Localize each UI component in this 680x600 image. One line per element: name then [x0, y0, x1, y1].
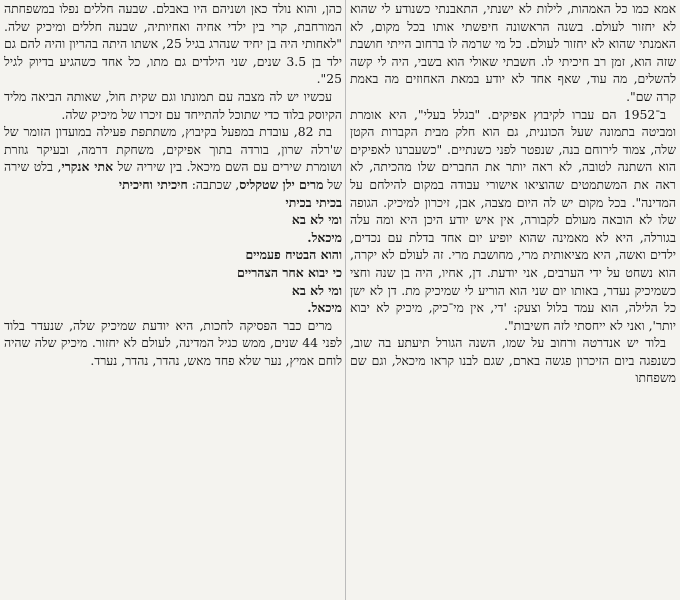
text-run: , בלט שירה של	[4, 159, 342, 192]
paragraph: מרים כבר הפסיקה לחכות, היא יודעת שמיכיק שלה, שנעדר בלוד לפני 44 שנים, ממש כגיל המדינה, לעולם לא יחזור. מיכיק שלה שהיה לוחם אמיץ, נער שלא פחד מאש, נהדר, נהדר, נערד.	[4, 317, 342, 368]
text-run: , שכתבה:	[187, 176, 240, 192]
paragraph: ב־1952 הם עברו לקיבוץ אפיקים. "בגלל בעלי", היא אומרת ומביטה בתמונה שעל הכוננית, גם הוא חלק מבית הקברות הקטן שלה, צמוד לירוחם בנה, שנפטר לפני כשנתיים. "כשעברנו לאפיקים הוא השתנה לטובה, לא ראה יותר את החברים שלו מהכיתה, לא ראה את המשתמטים שהוציאו אישורי עבודה במקום להילחם על המדינה". בכל מקום יש לה היום מצבה, אבן, זיכרון למיכיק. הגופה שלו לא הובאה מעולם לקבורה, אין איש יודע היכן היא ומה עלה בגורלה, היא לא מאמינה שהוא יופיע יום אחד בדלת עם נכדים, ילדים ואשה, היא מציאותית מרי, מחושבת מרי. זה לעולם לא יקרה, הוא נשחט על ידי הערבים, אני יודעת. דן, אחיו, היה בן שנה וחצי כשמיכיק נעדר, באותו יום שני הוא הוריע לי שמיכיק מת. דן לא ישן כל הלילה, הוא עמד בלול וצעק: 'די, אין מי־כיק, מיכיק לא יבוא יותר', ואני לא ייחסתי לזה חשיבות".	[350, 106, 676, 333]
paragraph: אמא כמו כל האמהות, לילות לא ישנתי, התאבנתי כשנודע לי שהוא לא יחזור לעולם. בשנה הראשונה חיפשתי אותו בכל מקום, לא האמנתי שהוא לא יחזור לעולם. כל מי שרמה לו ברחוב הייתי חושבת שזה הוא, זמן רב חיכיתי לו. חשבתי שאולי הוא בשבי, היה לי קשה להשלים, מה עוד, שאף אחד לא יודע במאת האחוזים מה באמת קרה שם".	[350, 1, 676, 104]
poem-line: ומי לא בא	[291, 282, 342, 298]
article-column-left	[4, 0, 342, 600]
poem-line: כי יבוא אחר הצהריים	[236, 264, 342, 280]
poem-opening: חיכיתי וחיכיתי	[118, 176, 188, 192]
poem	[4, 194, 342, 317]
bold-name: אתי אנקרי	[61, 159, 114, 175]
poem-line: בכיתי בכיתי	[285, 194, 342, 210]
text-run: בת 82, עובדת במפעל בקיבוץ, משתתפת פעילה במועדון הזומר של ש'רלה שרון, בורדה בתוך אפיקים, משחקת דרמה, ובעיקר גוזרת ושומרת שירים עם השם מיכאל. בין שיריה של	[4, 124, 342, 175]
paragraph: עכשיו יש לה מצבה עם תמונתו וגם שקית חול, שאותה הביאה מליד הקיוסק בלוד כדי שתוכל להתייחד עם זיכרו של מיכיק שלה.	[4, 88, 342, 122]
poem-line: מיכאל.	[307, 229, 342, 245]
paragraph: בלוד יש אנדרטה ורחוב על שמו, השנה הגורל תיעתע בה שוב, כשנפגה ביום הזיכרון פגשה בארם, שגם לבנו קראו מיכאל, וגם שם משפחתו	[350, 335, 676, 386]
column-divider	[345, 0, 346, 600]
paragraph: כהן, והוא נולד כאן ושניהם היו באבלם. שבעה חללים נפלו במשפחתה המורחבת, קרי בין ילדי אחיה ואחיותיה, שבעה חללים ומיכיק שלה. "לאחותי היה בן יחיד שנהרג בגיל 25, אשתו היתה בהריון והיה להם גם ילד בן 3.5 שנים, שני הילדים גם מתו, כל אחד כשהגיע בדיוק לגיל 25".	[4, 1, 342, 87]
poem-line: ומי לא בא	[291, 212, 342, 228]
poem-line: והוא הבטיח פעמיים	[245, 247, 342, 263]
bold-name: מרים ילן שטקליס	[239, 176, 324, 192]
article-column-right	[350, 0, 676, 600]
poem-line: מיכאל.	[307, 300, 342, 316]
paragraph	[4, 123, 342, 193]
